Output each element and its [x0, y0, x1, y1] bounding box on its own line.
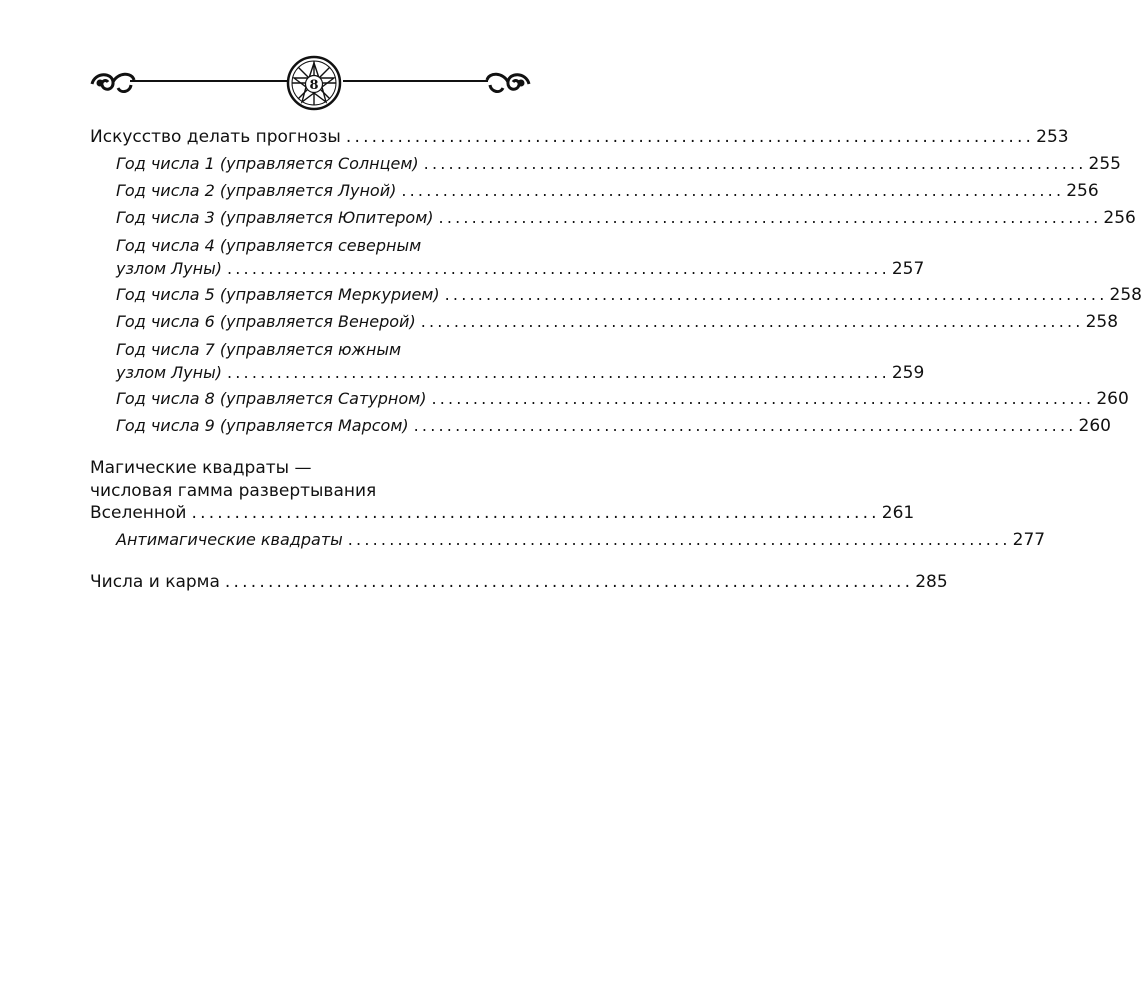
- toc-page-number: 256: [1103, 208, 1136, 228]
- toc-page-number: 259: [891, 363, 925, 383]
- toc-entry-title: Магические квадраты —: [90, 458, 312, 478]
- toc-entry-title: Числа и карма: [90, 572, 220, 592]
- toc-entry-line: [116, 530, 1046, 556]
- toc-page-number: 258: [1085, 312, 1119, 332]
- toc-entry-title: Антимагические квадраты: [116, 530, 343, 549]
- toc-page-number: 253: [1036, 127, 1069, 147]
- toc-page-number: 256: [1066, 181, 1099, 201]
- toc-entry-title: Год числа 7 (управляется южным: [116, 340, 402, 359]
- toc-entry-title: Год числа 8 (управляется Сатурном): [116, 389, 427, 408]
- toc-entry-line: [90, 503, 915, 529]
- toc-entry-line: [90, 127, 1069, 153]
- toc-entry-line: [116, 208, 1136, 234]
- toc-page-number: 257: [891, 259, 925, 279]
- leader-dots: ................................................................................: [401, 181, 1065, 200]
- toc-entry-line: [116, 312, 1119, 338]
- toc-entry-title: Искусство делать прогнозы: [90, 127, 341, 147]
- leader-dots: ................................................................................: [345, 127, 1035, 147]
- toc-page-number: 260: [1096, 389, 1129, 409]
- toc-entry-line: [116, 416, 1111, 442]
- leader-dots: ................................................................................: [226, 259, 890, 278]
- toc-entry-line: [116, 259, 925, 285]
- toc-entry-line: [116, 389, 1129, 415]
- toc-entry-title: Год числа 4 (управляется северным: [116, 236, 422, 255]
- toc-entry-line: [116, 154, 1121, 180]
- toc-entry-title: узлом Луны): [116, 259, 222, 278]
- toc-entry-line: [116, 285, 1142, 311]
- leader-dots: ................................................................................: [224, 572, 914, 592]
- toc-entry-title: Год числа 6 (управляется Венерой): [116, 312, 416, 331]
- toc-page-number: 285: [915, 572, 948, 592]
- toc-entry-title: Вселенной: [90, 503, 187, 523]
- leader-dots: ................................................................................: [347, 530, 1011, 549]
- page-number: 8: [309, 78, 319, 93]
- toc-page-number: 277: [1012, 530, 1046, 550]
- leader-dots: ................................................................................: [423, 154, 1087, 173]
- toc-entry-title: узлом Луны): [116, 363, 222, 382]
- toc-page-number: 261: [881, 503, 915, 523]
- leader-dots: ................................................................................: [431, 389, 1095, 408]
- toc-page-number: 258: [1109, 285, 1142, 305]
- toc-entry-title: Год числа 3 (управляется Юпитером): [116, 208, 434, 227]
- leader-dots: ................................................................................: [191, 503, 880, 523]
- toc-entry-title: Год числа 9 (управляется Марсом): [116, 416, 409, 435]
- leader-dots: ................................................................................: [438, 208, 1102, 227]
- toc-entry-title: числовая гамма развертывания: [90, 481, 377, 501]
- toc-entry-line: [116, 181, 1099, 207]
- leader-dots: ................................................................................: [444, 285, 1108, 304]
- toc-page-number: 260: [1078, 416, 1111, 436]
- toc-entry-title: Год числа 5 (управляется Меркурием): [116, 285, 440, 304]
- leader-dots: ................................................................................: [413, 416, 1077, 435]
- toc-page-number: 255: [1088, 154, 1121, 174]
- leader-dots: ................................................................................: [226, 363, 890, 382]
- toc-entry-line: [116, 363, 925, 389]
- leader-dots: ................................................................................: [420, 312, 1084, 331]
- toc-entry-title: Год числа 2 (управляется Луной): [116, 181, 397, 200]
- toc-entry-line: [90, 572, 948, 598]
- toc-entry-title: Год числа 1 (управляется Солнцем): [116, 154, 419, 173]
